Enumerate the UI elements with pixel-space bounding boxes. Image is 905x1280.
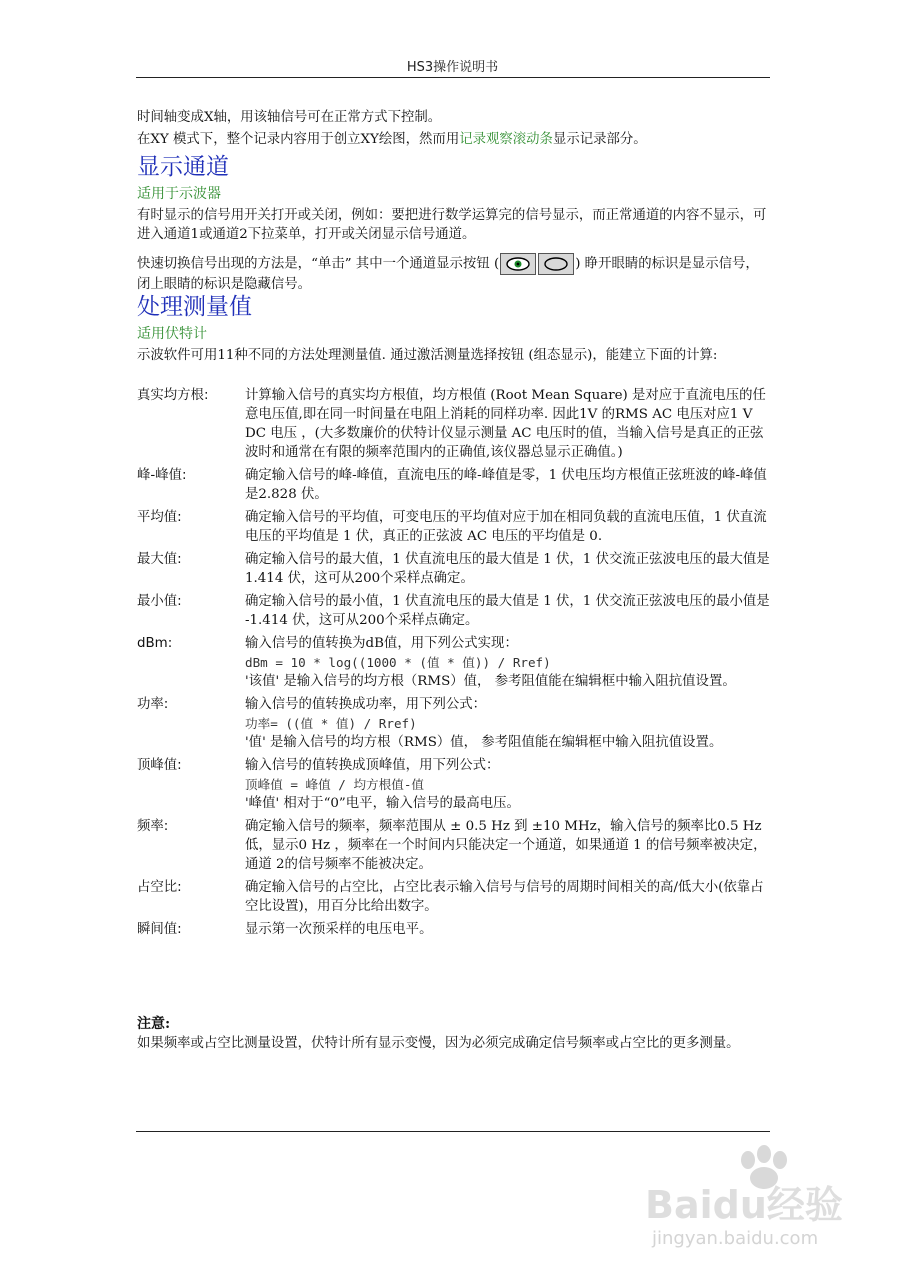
description: 确定输入信号的频率，频率范围从 ± 0.5 Hz 到 ±10 MHz，输入信号的频率比0.5 Hz低，显示0 Hz ，频率在一个时间内只能决定一个通道，如果通道 1 的信号频率被决定，通道 2的信号频率不能被决定。: [245, 819, 767, 872]
display-channel-para-2: [137, 253, 770, 294]
watermark-brand: Baidu经验: [645, 1183, 843, 1227]
term: 平均值:: [137, 510, 182, 525]
term: 最小值:: [137, 594, 182, 609]
intro-line-1: 时间轴变成X轴，用该轴信号可在正常方式下控制。: [137, 110, 442, 125]
term: 瞬间值:: [137, 922, 182, 937]
desc-line: 输入信号的值转换为dB值，用下列公式实现：: [245, 636, 518, 651]
para2-post: ) 睁开眼睛的标识是显示信号，闭上眼睛的标识是隐藏信号。: [137, 256, 759, 292]
measure-para-1: 示波软件可用11种不同的方法处理测量值. 通过激活测量选择按钮 (组态显示)，能建立下面的计算:: [137, 348, 718, 363]
definition-power: [137, 695, 770, 752]
intro-line-2-post: 显示记录部分。: [552, 132, 647, 147]
page-header-title: HS3操作说明书: [406, 60, 499, 75]
note-text: 如果频率或占空比测量设置，伏特计所有显示变慢，因为必须完成确定信号频率或占空比的更多测量。: [137, 1036, 740, 1051]
definition-max: [137, 550, 770, 588]
display-channel-para-1: 有时显示的信号用开关打开或关闭，例如：要把进行数学运算完的信号显示，而正常通道的内容不显示，可进入通道1或通道2下拉菜单，打开或关闭显示信号通道。: [137, 208, 767, 242]
desc-after: '该值' 是输入信号的均方根（RMS）值， 参考阻值能在编辑框中输入阻抗值设置。: [245, 674, 736, 689]
intro-line-2: [137, 130, 770, 149]
desc-line: 输入信号的值转换成功率，用下列公式：: [245, 697, 487, 712]
scrollbar-link[interactable]: 记录观察滚动条: [459, 132, 553, 147]
eye-closed-icon: [543, 256, 569, 272]
term: 占空比:: [137, 880, 182, 895]
watermark-url: jingyan.baidu.com: [652, 1228, 819, 1249]
description: [245, 634, 770, 691]
section-measure-title: 处理测量值: [137, 294, 252, 320]
term: 顶峰值:: [137, 758, 182, 773]
term: 真实均方根:: [137, 388, 209, 403]
section-display-channel-title: 显示通道: [137, 154, 229, 180]
formula: 功率= ((值 * 值) / Rref): [245, 716, 417, 731]
definition-dbm: [137, 634, 770, 691]
channel-show-button[interactable]: [500, 253, 536, 275]
definition-rms: [137, 386, 770, 462]
section-display-channel-subtitle: 适用于示波器: [137, 186, 221, 202]
definition-peak-peak: [137, 466, 770, 504]
definition-instant: [137, 920, 770, 939]
intro-line-2-pre: 在XY 模式下，整个记录内容用于创立XY绘图，然而用: [137, 132, 460, 147]
channel-hide-button[interactable]: [538, 253, 574, 275]
term: 频率:: [137, 819, 169, 834]
term: 峰-峰值:: [137, 468, 187, 483]
description: 确定输入信号的占空比，占空比表示输入信号与信号的周期时间相关的高/低大小(依靠占空比设置)，用百分比给出数字。: [245, 880, 764, 914]
definition-crest: [137, 756, 770, 813]
description: 确定输入信号的峰-峰值，直流电压的峰-峰值是零，1 伏电压均方根值正弦班波的峰-峰值是2.828 伏。: [245, 468, 767, 502]
term: dBm:: [137, 636, 173, 651]
formula: 顶峰值 = 峰值 / 均方根值-值: [245, 777, 425, 792]
description: [245, 756, 770, 813]
desc-after: '值' 是输入信号的均方根（RMS）值， 参考阻值能在编辑框中输入阻抗值设置。: [245, 735, 723, 750]
term: 最大值:: [137, 552, 182, 567]
section-measure-subtitle: 适用伏特计: [137, 326, 207, 342]
desc-after: '峰值' 相对于“0”电平，输入信号的最高电压。: [245, 796, 520, 811]
header-rule: [136, 77, 770, 78]
definition-min: [137, 592, 770, 630]
definition-average: [137, 508, 770, 546]
definition-duty-cycle: [137, 878, 770, 916]
note-title: 注意:: [137, 1016, 171, 1032]
formula: dBm = 10 * log((1000 * (值 * 值)) / Rref): [245, 655, 551, 670]
para2-pre: 快速切换信号出现的方法是，“单击” 其中一个通道显示按钮 (: [137, 256, 500, 272]
description: 确定输入信号的最小值，1 伏直流电压的最大值是 1 伏，1 伏交流正弦波电压的最小值是 -1.414 伏，这可从200个采样点确定。: [245, 594, 770, 628]
description: 确定输入信号的平均值，可变电压的平均值对应于加在相同负载的直流电压值，1 伏直流电压的平均值是 1 伏，真正的正弦波 AC 电压的平均值是 0.: [245, 510, 767, 544]
description: 计算输入信号的真实均方根值，均方根值 (Root Mean Square) 是对应于直流电压的任意电压值,即在同一时间量在电阻上消耗的同样功率. 因此1V 的RMS AC 电压对应1 V DC 电压 ，(大多数廉价的伏特计仪显示测量 AC 电压时的值，当输入信号是真正的正弦波时和通常在有限的频率范围内的正确值,该仪器总显示正确值。): [245, 388, 766, 460]
eye-open-icon: [505, 256, 531, 272]
description: 显示第一次预采样的电压电平。: [245, 922, 433, 937]
definition-list: [137, 386, 770, 943]
desc-line: 输入信号的值转换成顶峰值，用下列公式：: [245, 758, 500, 773]
baidu-watermark: [640, 1140, 860, 1260]
footer-rule: [136, 1131, 770, 1132]
description: [245, 695, 770, 752]
term: 功率:: [137, 697, 169, 712]
definition-frequency: [137, 817, 770, 874]
description: 确定输入信号的最大值，1 伏直流电压的最大值是 1 伏，1 伏交流正弦波电压的最大值是 1.414 伏，这可从200个采样点确定。: [245, 552, 770, 586]
